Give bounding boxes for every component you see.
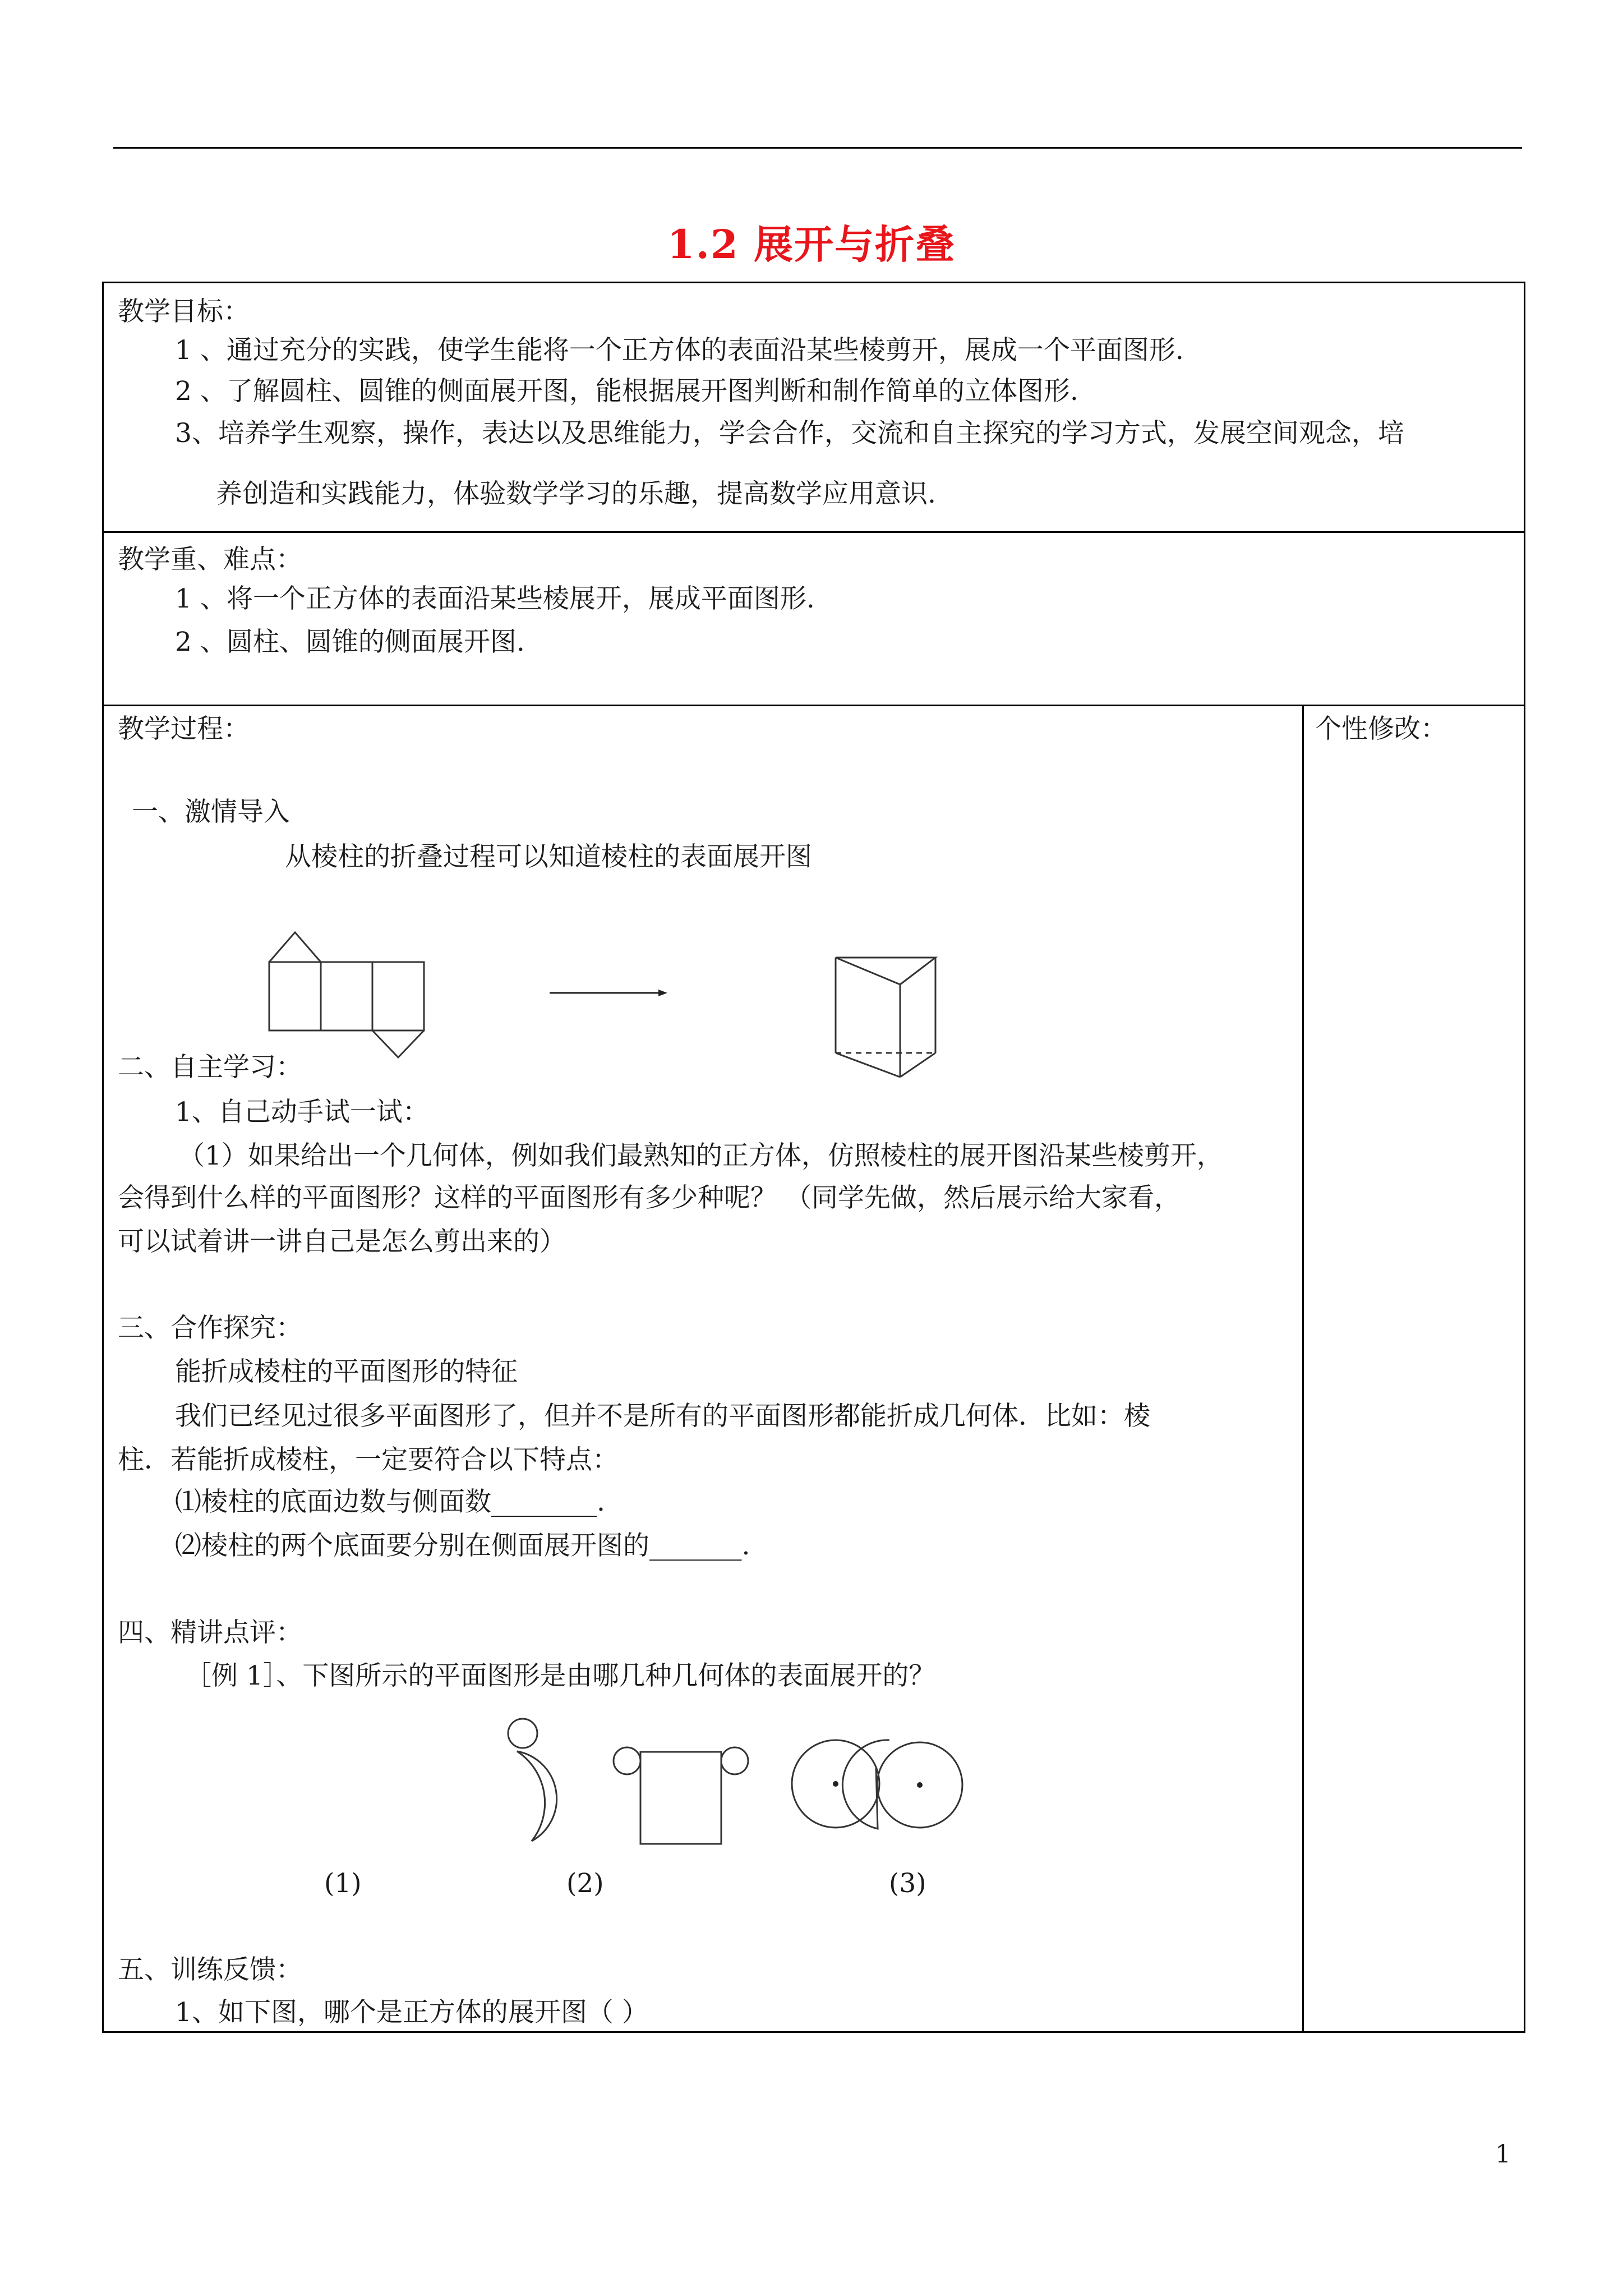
section-2-sub: 1、自己动手试一试： [175, 1097, 429, 1128]
goal-item-2: 2 、了解圆柱、圆锥的侧面展开图，能根据展开图判断和制作简单的立体图形. [175, 376, 1078, 407]
section-2-title: 二、自主学习： [118, 1052, 302, 1083]
goal-item-3: 3、培养学生观察，操作，表达以及思维能力，学会合作，交流和自主探究的学习方式，发展空间观念，培 [175, 418, 1404, 449]
keypoints-heading: 教学重、难点： [118, 544, 302, 575]
section-4-title: 四、精讲点评： [118, 1617, 302, 1648]
section-3-para-2: 柱．若能折成棱柱，一定要符合以下特点： [118, 1444, 619, 1475]
figure-label-1: (1) [324, 1868, 362, 1899]
section-3-item-2: ⑵棱柱的两个底面要分别在侧面展开图的_______. [175, 1530, 750, 1561]
section-1-text: 从棱柱的折叠过程可以知道棱柱的表面展开图 [285, 841, 812, 872]
section-3-sub: 能折成棱柱的平面图形的特征 [175, 1356, 518, 1387]
section-2-para-2: 会得到什么样的平面图形？这样的平面图形有多少种呢？ （同学先做，然后展示给大家看， [118, 1182, 1181, 1213]
page-number: 1 [1495, 2140, 1511, 2169]
section-3-title: 三、合作探究： [118, 1313, 302, 1343]
section-3-item-1: ⑴棱柱的底面边数与侧面数________. [175, 1487, 605, 1517]
figure-label-3: (3) [889, 1868, 926, 1899]
section-3-para-1: 我们已经见过很多平面图形了，但并不是所有的平面图形都能折成几何体．比如：棱 [175, 1401, 1150, 1432]
section-5-question-1: 1、如下图，哪个是正方体的展开图（ ） [175, 1997, 648, 2028]
side-heading: 个性修改： [1315, 714, 1447, 744]
keypoints-box [102, 531, 1525, 706]
figure-label-2: (2) [566, 1868, 604, 1899]
header-rule [113, 147, 1522, 149]
net-figure-2 [611, 1742, 751, 1848]
prism-net-figure [264, 926, 432, 1066]
process-side-cell [1302, 705, 1525, 2033]
prism-solid-figure [824, 951, 953, 1080]
section-2-para-1: （1）如果给出一个几何体，例如我们最熟知的正方体，仿照棱柱的展开图沿某些棱剪开， [178, 1140, 1223, 1171]
goals-heading: 教学目标： [118, 296, 250, 327]
arrow-icon [548, 984, 672, 1001]
keypoint-item-1: 1 、将一个正方体的表面沿某些棱展开，展成平面图形. [175, 583, 815, 614]
process-heading: 教学过程： [118, 714, 250, 744]
net-figure-1 [494, 1717, 589, 1862]
section-5-title: 五、训练反馈： [118, 1954, 302, 1985]
example-1-text: ［例 1］、下图所示的平面图形是由哪几种几何体的表面展开的？ [185, 1660, 935, 1691]
goal-item-3-cont: 养创造和实践能力，体验数学学习的乐趣，提高数学应用意识. [216, 478, 936, 509]
goal-item-1: 1 、通过充分的实践，使学生能将一个正方体的表面沿某些棱剪开，展成一个平面图形. [175, 335, 1184, 366]
net-figure-3 [791, 1733, 970, 1851]
keypoint-item-2: 2 、圆柱、圆锥的侧面展开图. [175, 627, 525, 657]
page-title: 1.2 展开与折叠 [667, 221, 956, 268]
section-2-para-3: 可以试着讲一讲自己是怎么剪出来的） [118, 1226, 566, 1257]
section-1-title: 一、激情导入 [132, 797, 290, 827]
